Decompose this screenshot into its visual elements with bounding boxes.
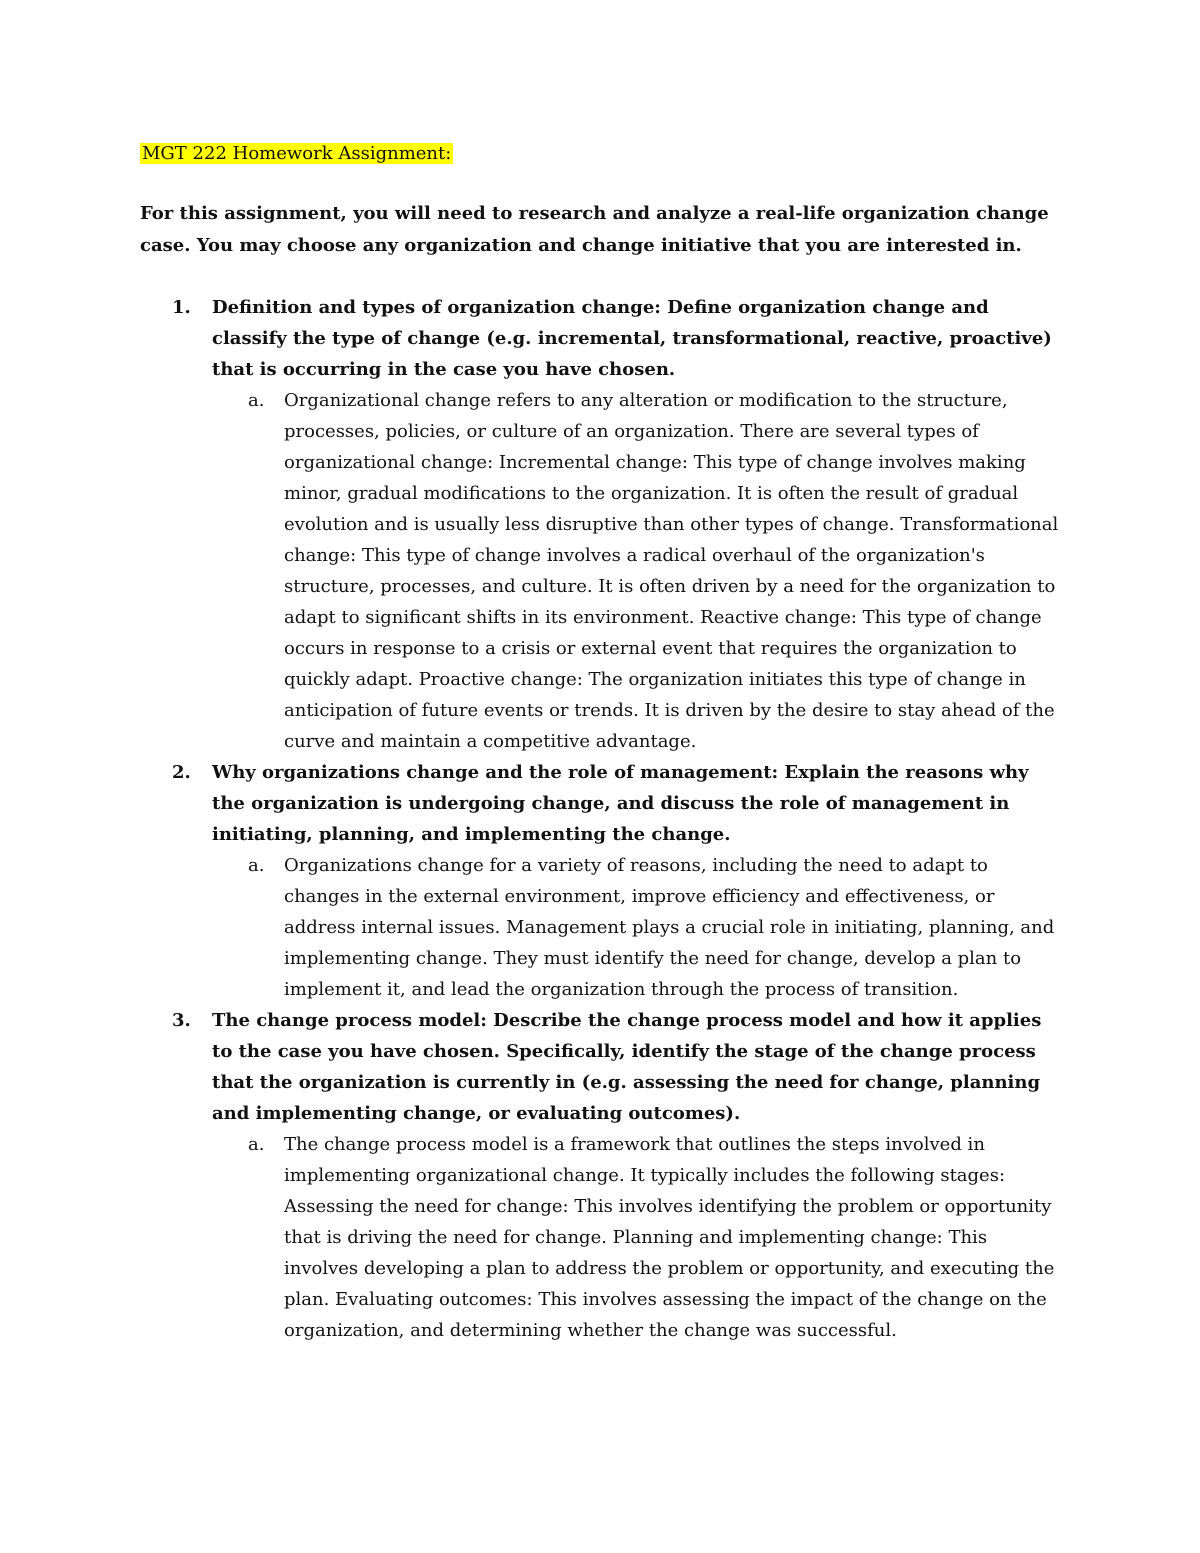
answer-item: [212, 385, 1065, 757]
answer-marker: a.: [248, 390, 265, 411]
title-line: [140, 138, 1065, 169]
document-title: MGT 222 Homework Assignment:: [142, 143, 452, 164]
answer-list: [212, 850, 1065, 1005]
question-text: The change process model: Describe the change process model and how it applies to the case you have chosen. Specifically, identify the stage of the change process that the organization is currently in (e.g. assessing the need for change, planning and implementing change, or evaluating outcomes).: [212, 1010, 1042, 1124]
item-number: 2.: [172, 762, 191, 783]
answer-marker: a.: [248, 855, 265, 876]
list-item: [140, 292, 1065, 757]
item-number: 1.: [172, 297, 191, 318]
document-page: [140, 138, 1065, 1346]
answer-item: [212, 1129, 1065, 1346]
question-text: Definition and types of organization change: Define organization change and classify the type of change (e.g. incremental, transformational, reactive, proactive) that is occurring in the case you have chosen.: [212, 297, 1052, 380]
answer-marker: a.: [248, 1134, 265, 1155]
list-item: [140, 1005, 1065, 1346]
answer-text: Organizational change refers to any alteration or modification to the structure, processes, policies, or culture of an organization. There are several types of organizational change: Incremental change: This type of change involves making minor, gradual modifications to the organization. It is often the result of gradual evolution and is usually less disruptive than other types of change. Transformational change: This type of change involves a radical overhaul of the organization's structure, processes, and culture. It is often driven by a need for the organization to adapt to significant shifts in its environment. Reactive change: This type of change occurs in response to a crisis or external event that requires the organization to quickly adapt. Proactive change: The organization initiates this type of change in anticipation of future events or trends. It is driven by the desire to stay ahead of the curve and maintain a competitive advantage.: [284, 390, 1059, 752]
question-list: [140, 292, 1065, 1346]
answer-text: Organizations change for a variety of reasons, including the need to adapt to changes in the external environment, improve efficiency and effectiveness, or address internal issues. Management plays a crucial role in initiating, planning, and implementing change. They must identify the need for change, develop a plan to implement it, and lead the organization through the process of transition.: [284, 855, 1055, 1000]
assignment-intro: For this assignment, you will need to research and analyze a real-life organization change case. You may choose any organization and change initiative that you are interested in.: [140, 203, 1049, 256]
question-text: Why organizations change and the role of management: Explain the reasons why the organization is undergoing change, and discuss the role of management in initiating, planning, and implementing the change.: [212, 762, 1029, 845]
answer-list: [212, 385, 1065, 757]
list-item: [140, 757, 1065, 1005]
answer-text: The change process model is a framework that outlines the steps involved in implementing organizational change. It typically includes the following stages: Assessing the need for change: This involves identifying the problem or opportunity that is driving the need for change. Planning and implementing change: This involves developing a plan to address the problem or opportunity, and executing the plan. Evaluating outcomes: This involves assessing the impact of the change on the organization, and determining whether the change was successful.: [284, 1134, 1055, 1341]
item-number: 3.: [172, 1010, 191, 1031]
answer-item: [212, 850, 1065, 1005]
answer-list: [212, 1129, 1065, 1346]
